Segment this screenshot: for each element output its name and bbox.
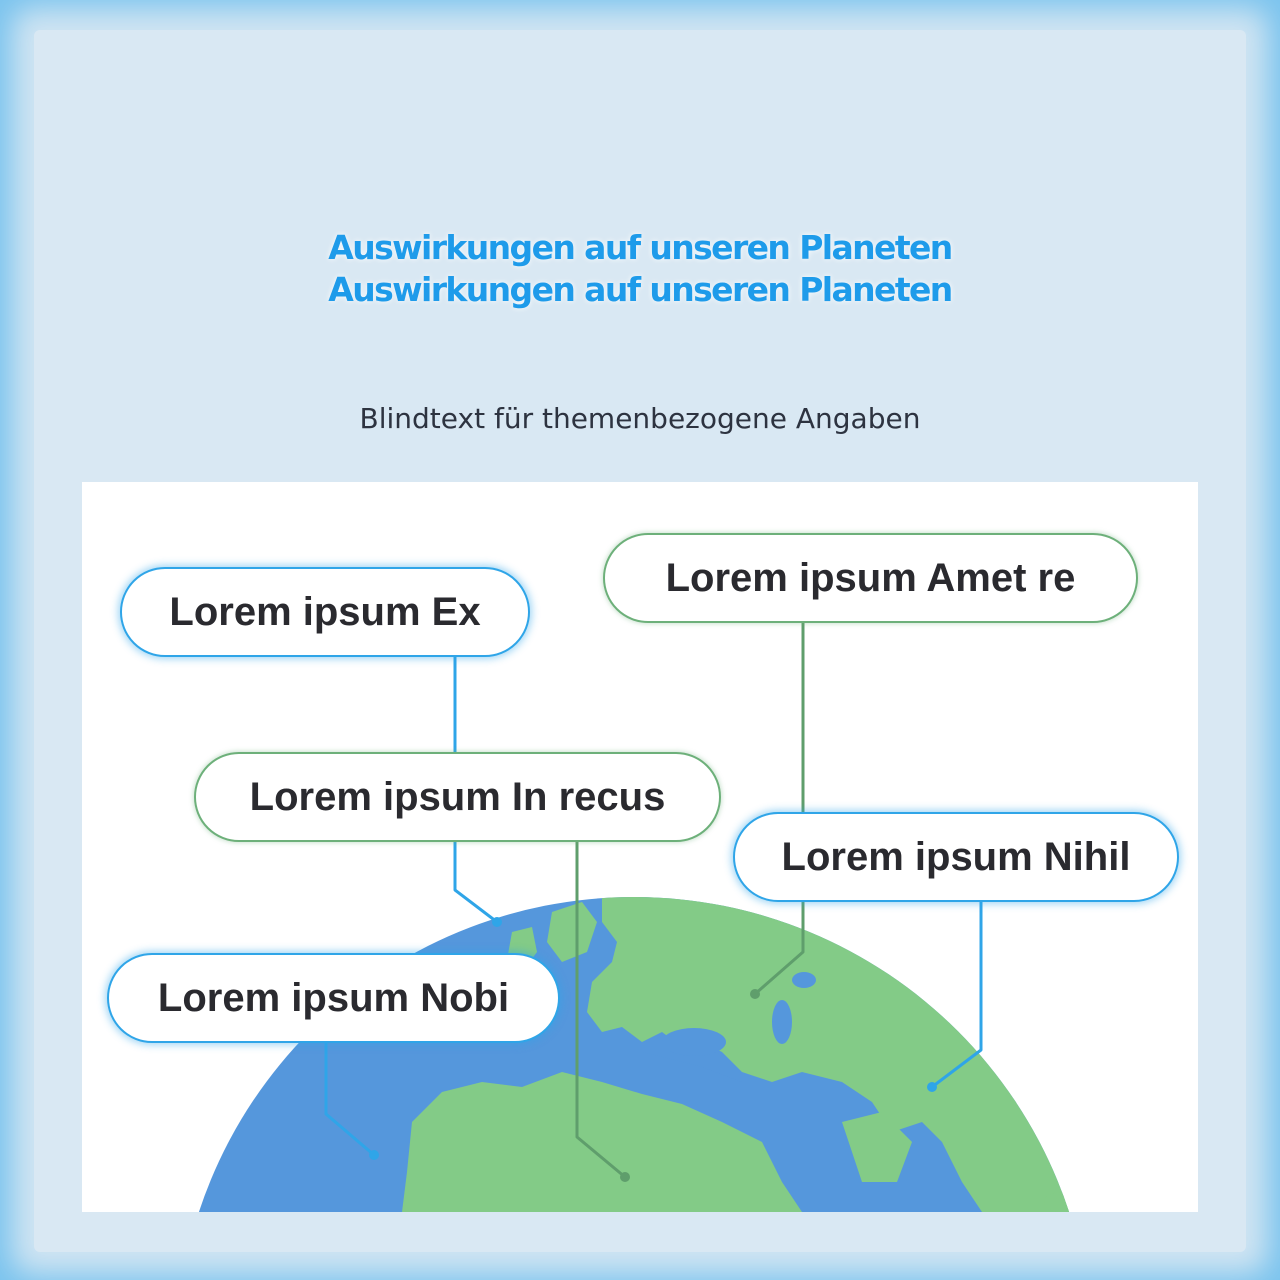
label-pill-in-recus: Lorem ipsum In recus — [194, 752, 721, 842]
label-pill-amet: Lorem ipsum Amet re — [603, 533, 1138, 623]
page-title: Auswirkungen auf unseren Planeten — [328, 228, 952, 267]
marker-dot-in-recus — [620, 1172, 630, 1182]
marker-dot-nihil — [927, 1082, 937, 1092]
page-subtitle: Blindtext für themenbezogene Angaben — [359, 402, 921, 435]
globe-infographic-card — [82, 482, 1198, 1212]
label-pill-ex: Lorem ipsum Ex — [120, 567, 530, 657]
marker-dot-amet — [750, 989, 760, 999]
marker-dot-ex — [492, 917, 502, 927]
page-title-echo: Auswirkungen auf unseren Planeten — [328, 270, 952, 309]
connector-in-recus-blue — [455, 840, 497, 922]
label-pill-nobi: Lorem ipsum Nobi — [107, 953, 560, 1043]
marker-dot-nobi — [369, 1150, 379, 1160]
label-pill-nihil: Lorem ipsum Nihil — [733, 812, 1179, 902]
